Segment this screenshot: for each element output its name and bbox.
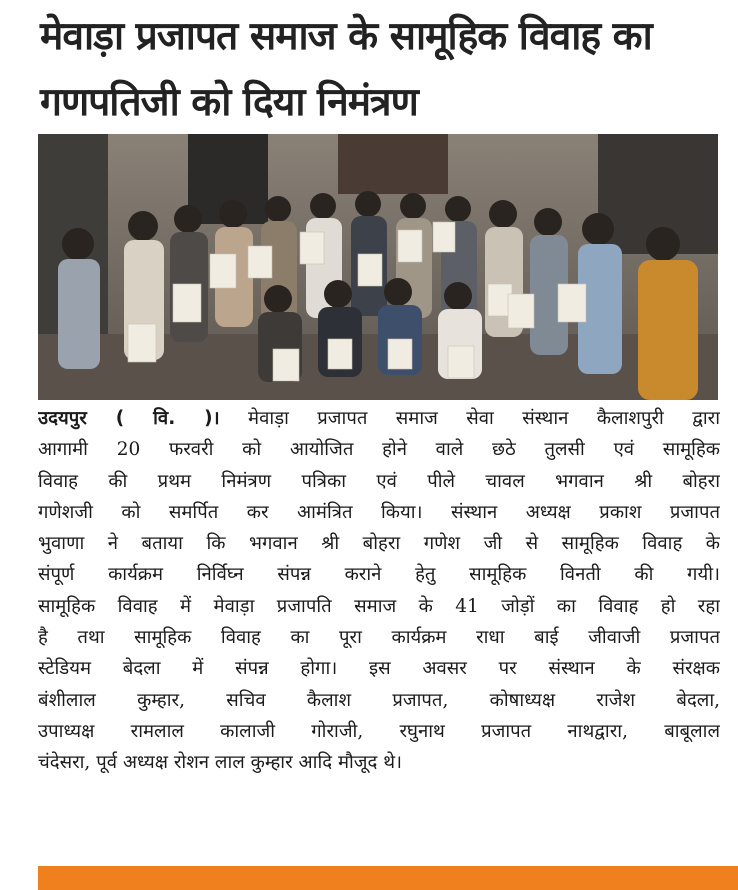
headline-line-1: मेवाड़ा प्रजापत समाज के सामूहिक विवाह का (40, 14, 652, 59)
dateline: उदयपुर ( वि. )। (38, 408, 220, 429)
article-body (38, 403, 720, 779)
body-line: बंशीलाल कुम्हार, सचिव कैलाश प्रजापत, कोषाध्यक्ष राजेश बेदला, (38, 689, 720, 711)
headline (40, 4, 730, 136)
body-line: उपाध्यक्ष रामलाल कालाजी गोराजी, रघुनाथ प्रजापत नाथद्वारा, बाबूलाल (38, 720, 720, 742)
body-line: स्टेडियम बेदला में संपन्न होगा। इस अवसर पर संस्थान के संरक्षक (38, 658, 720, 680)
body-line: भुवाणा ने बताया कि भगवान श्री बोहरा गणेश जी से सामूहिक विवाह के (38, 533, 720, 555)
body-line: विवाह की प्रथम निमंत्रण पत्रिका एवं पीले चावल भगवान श्री बोहरा (38, 470, 720, 492)
body-line: चंदेसरा, पूर्व अध्यक्ष रोशन लाल कुम्हार आदि मौजूद थे। (38, 752, 403, 774)
body-line: गणेशजी को समर्पित कर आमंत्रित किया। संस्थान अध्यक्ष प्रकाश प्रजापत (38, 501, 720, 523)
body-line: उदयपुर ( वि. )। मेवाड़ा प्रजापत समाज सेवा संस्थान कैलाशपुरी द्वारा (38, 408, 720, 429)
body-line: सामूहिक विवाह में मेवाड़ा प्रजापति समाज के 41 जोड़ों का विवाह हो रहा (38, 595, 720, 617)
body-line: संपूर्ण कार्यक्रम निर्विघ्न संपन्न कराने हेतु सामूहिक विनती की गयी। (38, 564, 720, 586)
accent-bar (38, 866, 738, 890)
body-line: आगामी 20 फरवरी को आयोजित होने वाले छठे तुलसी एवं सामूहिक (38, 439, 720, 461)
body-line: है तथा सामूहिक विवाह का पूरा कार्यक्रम राधा बाई जीवाजी प्रजापत (38, 627, 720, 649)
headline-line-2: गणपतिजी को दिया निमंत्रण (40, 80, 418, 125)
news-photo (38, 134, 718, 400)
